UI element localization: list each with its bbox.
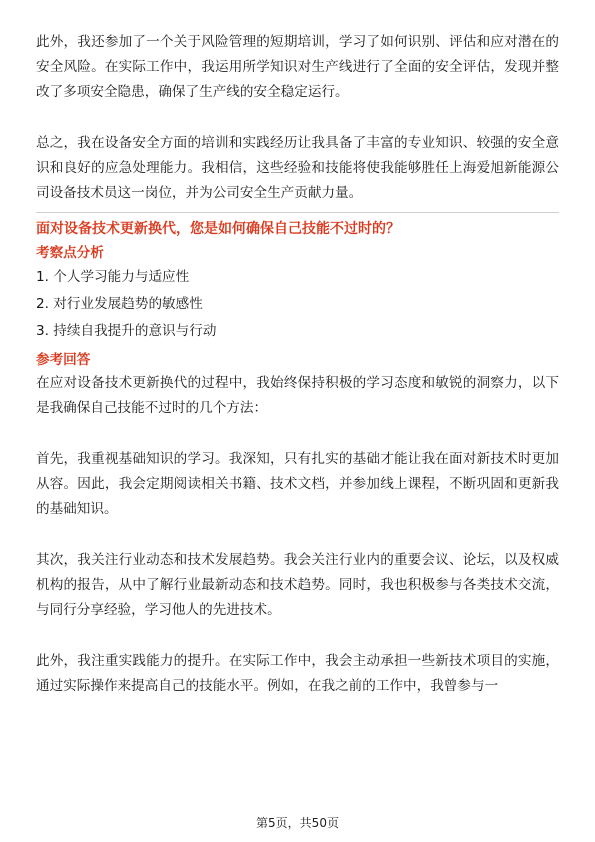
answer-paragraph-trends: 其次，我关注行业动态和技术发展趋势。我会关注行业内的重要会议、论坛，以及权威机构的报告，从中了解行业最新动态和技术趋势。同时，我也积极参与各类技术交流，与同行分享经验，学习他人的先进技术。 [36, 552, 559, 618]
paragraph-risk-training: 此外，我还参加了一个关于风险管理的短期培训，学习了如何识别、评估和应对潜在的安全风险。在实际工作中，我运用所学知识对生产线进行了全面的安全评估，发现并整改了多项安全隐患，确保了生产线的安全稳定运行。 [36, 34, 559, 100]
section-divider [36, 212, 559, 213]
analysis-item-1: 1. 个人学习能力与适应性 [36, 269, 190, 285]
answer-paragraph-basics: 首先，我重视基础知识的学习。我深知，只有扎实的基础才能让我在面对新技术时更加从容。因此，我会定期阅读相关书籍、技术文档，并参加线上课程，不断巩固和更新我的基础知识。 [36, 451, 559, 517]
paragraph-conclusion: 总之，我在设备安全方面的培训和实践经历让我具备了丰富的专业知识、较强的安全意识和良好的应急处理能力。我相信，这些经验和技能将使我能够胜任上海爱旭新能源公司设备技术员这一岗位，并为公司安全生产贡献力量。 [36, 135, 559, 201]
answer-heading: 参考回答 [36, 352, 91, 368]
answer-paragraph-practice: 此外，我注重实践能力的提升。在实际工作中，我会主动承担一些新技术项目的实施，通过实际操作来提高自己的技能水平。例如，在我之前的工作中，我曾参与一 [36, 653, 559, 694]
analysis-heading: 考察点分析 [36, 245, 104, 261]
page-number: 第5页，共50页 [256, 816, 339, 830]
document-page [36, 30, 559, 699]
analysis-item-3: 3. 持续自我提升的意识与行动 [36, 323, 217, 339]
analysis-item-2: 2. 对行业发展趋势的敏感性 [36, 296, 203, 312]
interview-question: 面对设备技术更新换代，您是如何确保自己技能不过时的？ [36, 221, 400, 237]
answer-intro: 在应对设备技术更新换代的过程中，我始终保持积极的学习态度和敏锐的洞察力，以下是我确保自己技能不过时的几个方法： [36, 375, 559, 416]
